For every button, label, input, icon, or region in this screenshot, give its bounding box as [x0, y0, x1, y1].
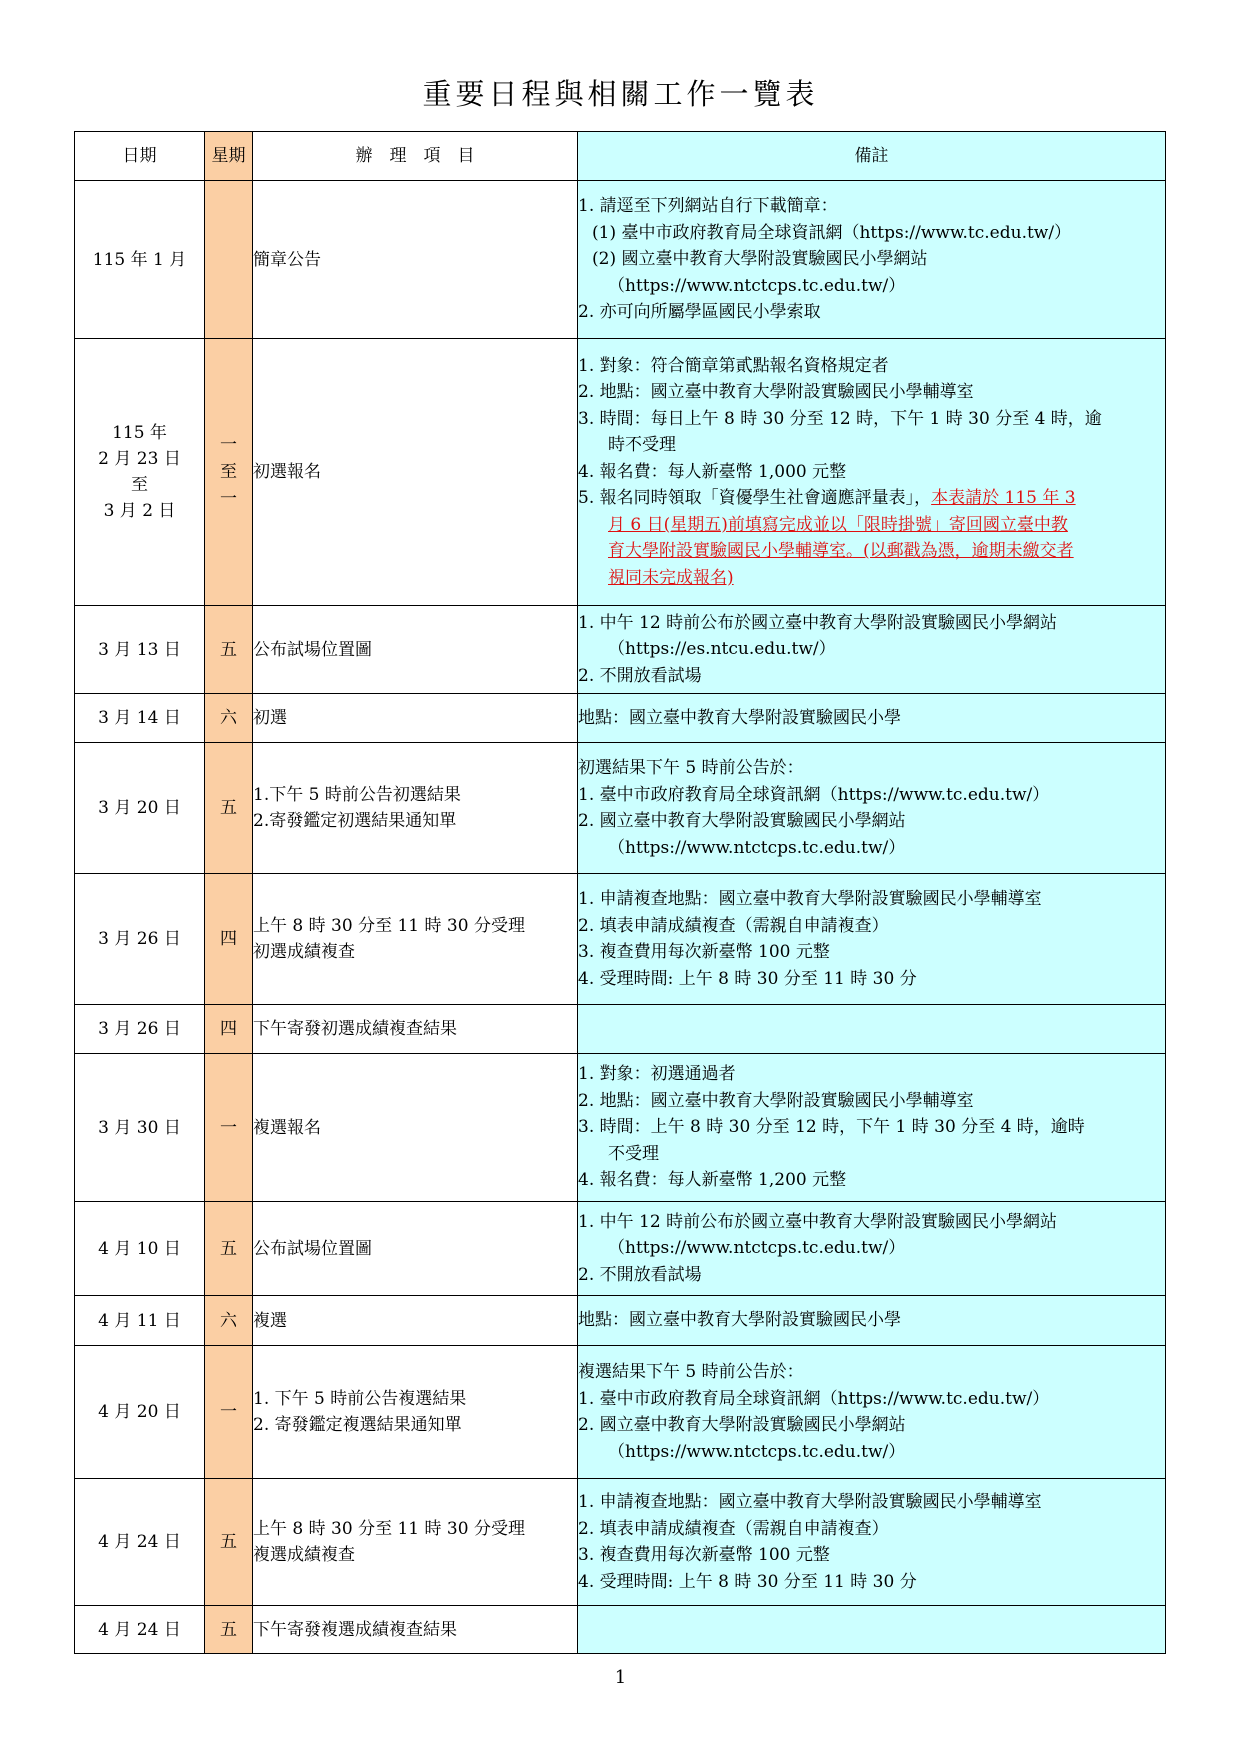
page-number: 1: [614, 1667, 627, 1688]
row-note: 地點：國立臺中教育大學附設實驗國民小學: [578, 694, 1166, 743]
table-row: [75, 1005, 1166, 1054]
table-row: [75, 1054, 1166, 1202]
row-item: 下午寄發初選成績複查結果: [253, 1005, 578, 1054]
row-item: 上午 8 時 30 分至 11 時 30 分受理 初選成績複查: [253, 874, 578, 1005]
row-date: 3 月 26 日: [75, 1005, 205, 1054]
header-note: 備註: [578, 132, 1166, 181]
table-row: [75, 1202, 1166, 1296]
header-item: 辦 理 項 目: [253, 132, 578, 181]
row-note: 1. 申請複查地點：國立臺中教育大學附設實驗國民小學輔導室 2. 填表申請成績複查（需親自申請複查） 3. 複查費用每次新臺幣 100 元整 4. 受理時間: 上午 8 時 30 分至 11 時 30 分: [578, 874, 1166, 1005]
table-row: [75, 1479, 1166, 1606]
row-date: 3 月 30 日: [75, 1054, 205, 1202]
row-date: 115 年 1 月: [75, 181, 205, 339]
header-date: 日期: [75, 132, 205, 181]
row-note: 1. 中午 12 時前公布於國立臺中教育大學附設實驗國民小學網站 （https://es.ntcu.edu.tw/） 2. 不開放看試場: [578, 606, 1166, 694]
row-note: 1. 中午 12 時前公布於國立臺中教育大學附設實驗國民小學網站 （https://www.ntctcps.tc.edu.tw/） 2. 不開放看試場: [578, 1202, 1166, 1296]
row-item: 初選: [253, 694, 578, 743]
row-note: 1. 請逕至下列網站自行下載簡章： (1) 臺中市政府教育局全球資訊網（https://www.tc.edu.tw/） (2) 國立臺中教育大學附設實驗國民小學網站 （https://www.ntctcps.tc.edu.tw/） 2. 亦可向所屬學區國民小學索取: [578, 181, 1166, 339]
row-date: 4 月 24 日: [75, 1606, 205, 1654]
row-date: 4 月 24 日: [75, 1479, 205, 1606]
row-item: 複選報名: [253, 1054, 578, 1202]
row-item: 複選: [253, 1296, 578, 1346]
row-day: 四: [205, 1005, 253, 1054]
row-note: 地點：國立臺中教育大學附設實驗國民小學: [578, 1296, 1166, 1346]
row-item: 1. 下午 5 時前公告複選結果 2. 寄發鑑定複選結果通知單: [253, 1346, 578, 1479]
row-date: 4 月 11 日: [75, 1296, 205, 1346]
row-day: 一: [205, 1346, 253, 1479]
row-date: 4 月 10 日: [75, 1202, 205, 1296]
table-row: [75, 1346, 1166, 1479]
table-header-row: [75, 132, 1166, 181]
row-note: [578, 1005, 1166, 1054]
table-row: [75, 181, 1166, 339]
row-day: 六: [205, 694, 253, 743]
row-note: 1. 對象：初選通過者 2. 地點：國立臺中教育大學附設實驗國民小學輔導室 3. 時間：上午 8 時 30 分至 12 時，下午 1 時 30 分至 4 時，逾時 不受理 4. 報名費：每人新臺幣 1,200 元整: [578, 1054, 1166, 1202]
row-date: 4 月 20 日: [75, 1346, 205, 1479]
row-date: 115 年 2 月 23 日 至 3 月 2 日: [75, 339, 205, 606]
row-date: 3 月 14 日: [75, 694, 205, 743]
row-date: 3 月 13 日: [75, 606, 205, 694]
schedule-table: [74, 131, 1166, 1654]
table-row: [75, 874, 1166, 1005]
header-day: 星期: [205, 132, 253, 181]
row-day: 一 至 一: [205, 339, 253, 606]
row-date: 3 月 26 日: [75, 874, 205, 1005]
row-note: 複選結果下午 5 時前公告於： 1. 臺中市政府教育局全球資訊網（https://www.tc.edu.tw/） 2. 國立臺中教育大學附設實驗國民小學網站 （https://www.ntctcps.tc.edu.tw/）: [578, 1346, 1166, 1479]
table-row: [75, 694, 1166, 743]
row-item: 下午寄發複選成績複查結果: [253, 1606, 578, 1654]
row-day: 五: [205, 606, 253, 694]
row-day: [205, 181, 253, 339]
row-item: 公布試場位置圖: [253, 1202, 578, 1296]
table-row: [75, 1606, 1166, 1654]
row-day: 五: [205, 1606, 253, 1654]
row-item: 1.下午 5 時前公告初選結果 2.寄發鑑定初選結果通知單: [253, 743, 578, 874]
row-date: 3 月 20 日: [75, 743, 205, 874]
row-item: 簡章公告: [253, 181, 578, 339]
row-item: 公布試場位置圖: [253, 606, 578, 694]
table-row: [75, 339, 1166, 606]
table-row: [75, 743, 1166, 874]
row-note: 1. 對象：符合簡章第貳點報名資格規定者 2. 地點：國立臺中教育大學附設實驗國民小學輔導室 3. 時間：每日上午 8 時 30 分至 12 時，下午 1 時 30 分至 4 時，逾 時不受理 4. 報名費：每人新臺幣 1,000 元整 5. 報名同時領取「資優學生社會適應評量表」，本表請於 115 年 3 月 6 日(星期五)前填寫完成並以「限時掛號」寄回國立臺中教 育大學附設實驗國民小學輔導室。(以郵戳為憑，逾期未繳交者 視同未完成報名): [578, 339, 1166, 606]
row-day: 一: [205, 1054, 253, 1202]
deadline-notice: 本表請於 115 年 3: [931, 488, 1076, 509]
row-note: [578, 1606, 1166, 1654]
row-day: 五: [205, 1202, 253, 1296]
table-row: [75, 606, 1166, 694]
row-note: 初選結果下午 5 時前公告於： 1. 臺中市政府教育局全球資訊網（https://www.tc.edu.tw/） 2. 國立臺中教育大學附設實驗國民小學網站 （https://www.ntctcps.tc.edu.tw/）: [578, 743, 1166, 874]
row-day: 六: [205, 1296, 253, 1346]
row-item: 上午 8 時 30 分至 11 時 30 分受理 複選成績複查: [253, 1479, 578, 1606]
row-day: 四: [205, 874, 253, 1005]
page-title: 重要日程與相關工作一覽表: [422, 77, 819, 111]
table-row: [75, 1296, 1166, 1346]
row-item: 初選報名: [253, 339, 578, 606]
row-day: 五: [205, 1479, 253, 1606]
row-day: 五: [205, 743, 253, 874]
row-note: 1. 申請複查地點：國立臺中教育大學附設實驗國民小學輔導室 2. 填表申請成績複查（需親自申請複查） 3. 複查費用每次新臺幣 100 元整 4. 受理時間: 上午 8 時 30 分至 11 時 30 分: [578, 1479, 1166, 1606]
